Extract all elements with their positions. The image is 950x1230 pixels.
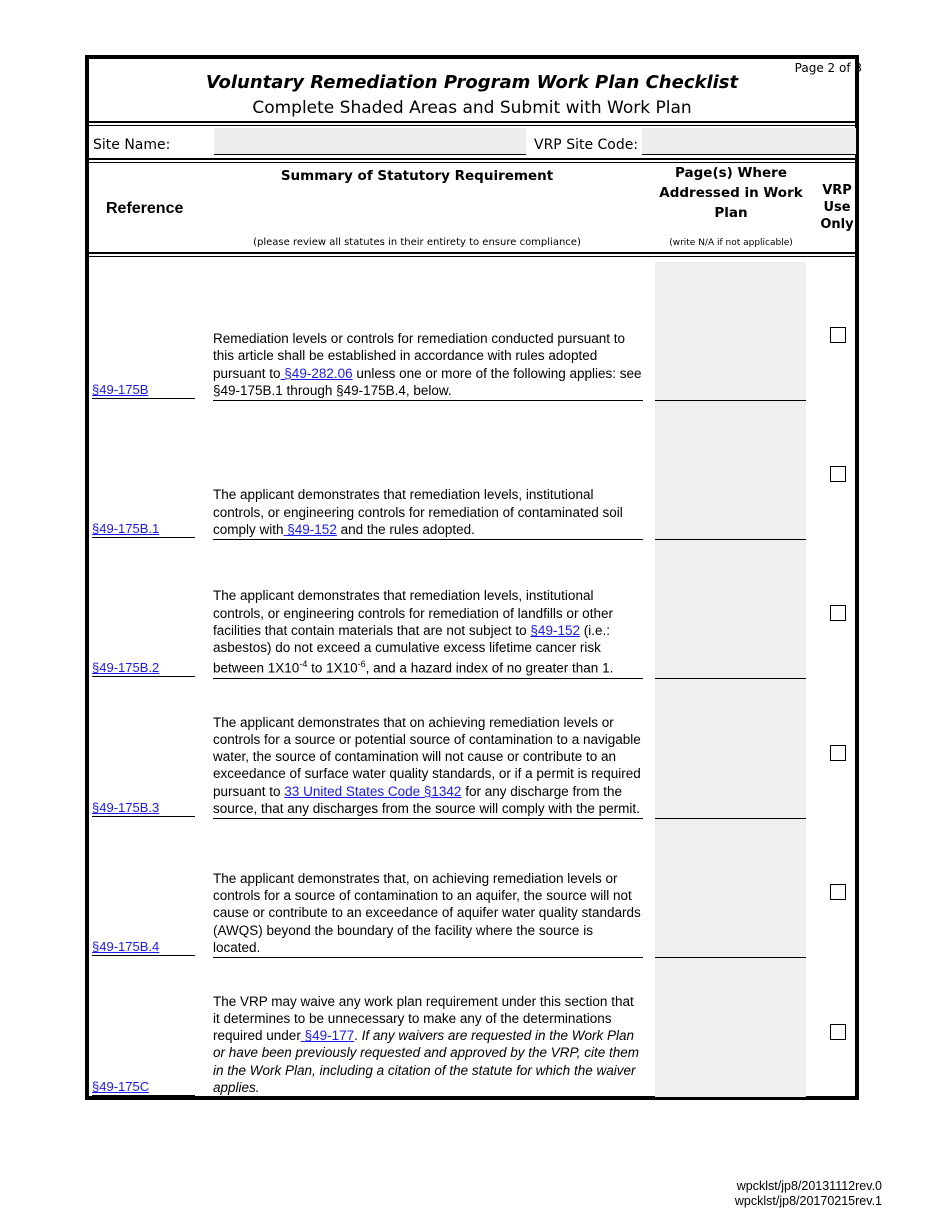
- divider: [89, 158, 859, 160]
- table-row: [89, 401, 859, 540]
- vrp-site-code-field[interactable]: [642, 128, 856, 155]
- pages-header: [657, 163, 805, 223]
- revision-line: wpcklst/jp8/20170215rev.1: [734, 1193, 882, 1208]
- vrp-header-line: Only: [820, 217, 854, 232]
- page-subtitle: Complete Shaded Areas and Submit with Work Plan: [252, 98, 692, 118]
- reference-header: Reference: [106, 200, 184, 217]
- revision-line: wpcklst/jp8/20131112rev.0: [736, 1179, 882, 1193]
- vrp-header-line: VRP: [822, 183, 852, 198]
- vrp-use-only-header: [812, 182, 862, 233]
- statute-link[interactable]: §49-177: [300, 1028, 355, 1044]
- requirement-text: The applicant demonstrates that remediation levels, institutional controls, or engineering controls for remediation of contaminated soil comply with §49-152 and the rules adopted.: [213, 486, 643, 540]
- requirement-text: The applicant demonstrates that, on achieving remediation levels or controls for a source of contamination to an aquifer, the source will not cause or contribute to an exceedance of aquifer water quality standards (AWQS) beyond the boundary of the facility where the source is located.: [213, 870, 643, 958]
- vrp-checkbox[interactable]: [830, 1024, 846, 1040]
- table-row: [89, 679, 859, 819]
- pages-header-line: Addressed in Work: [659, 185, 803, 201]
- site-name-field[interactable]: [214, 128, 526, 155]
- statute-link[interactable]: §49-152: [530, 622, 580, 638]
- vrp-site-code-label: VRP Site Code:: [534, 137, 639, 153]
- statute-link[interactable]: §49-175C: [92, 1079, 195, 1096]
- vrp-checkbox[interactable]: [830, 466, 846, 482]
- requirement-text: The applicant demonstrates that remediation levels, institutional controls, or engineering controls for remediation of landfills or other facilities that contain materials that are not subject to §49-152 (i.e.: asbestos) do not exceed a cumulative excess lifetime cancer risk between $1X10^{-4}$ to $1X10^{-6}$, and a hazard index of no greater than 1.: [213, 587, 643, 679]
- summary-note: (please review all statutes in their entirety to ensure compliance): [253, 237, 581, 248]
- statute-link[interactable]: §49-175B.3: [92, 800, 195, 817]
- statute-link[interactable]: §49-175B.4: [92, 939, 195, 956]
- table-row: [89, 262, 859, 401]
- page-number: Page 2 of 3: [794, 61, 862, 75]
- statute-link[interactable]: §49-152: [283, 521, 337, 537]
- summary-header: Summary of Statutory Requirement: [280, 168, 554, 184]
- divider: [89, 121, 859, 123]
- pages-header-line: Plan: [714, 205, 748, 221]
- statute-link[interactable]: §49-175B.1: [92, 521, 195, 538]
- table-row: [89, 958, 859, 1098]
- vrp-header-line: Use: [823, 200, 851, 215]
- statute-link[interactable]: §49-282.06: [280, 365, 353, 381]
- requirement-text: The VRP may waive any work plan requirement under this section that it determines to be unnecessary to make any of the determinations required under §49-177. If any waivers are requested in the Work Plan or have been previously requested and approved by the VRP, cite them in the Work Plan, including a citation of the statute for which the waiver applies.: [213, 993, 643, 1098]
- vrp-checkbox[interactable]: [830, 605, 846, 621]
- statute-link[interactable]: §49-175B: [92, 382, 195, 399]
- vrp-checkbox[interactable]: [830, 884, 846, 900]
- statute-link[interactable]: 33 United States Code §1342: [284, 783, 462, 799]
- divider: [89, 252, 859, 254]
- pages-input-line[interactable]: [655, 1097, 806, 1098]
- table-row: [89, 819, 859, 958]
- table-row: [89, 540, 859, 679]
- requirement-text: Remediation levels or controls for remediation conducted pursuant to this article shall be established in accordance with rules adopted pursuant to §49-282.06 unless one or more of the following applies: see §49-175B.1 through §49-175B.4, below.: [213, 330, 643, 401]
- vrp-checkbox[interactable]: [830, 327, 846, 343]
- revision-footer: [735, 1179, 882, 1208]
- pages-note: (write N/A if not applicable): [669, 238, 793, 248]
- requirement-text: The applicant demonstrates that on achieving remediation levels or controls for a source or potential source of contamination to a navigable water, the source of contamination will not cause or contribute to an exceedance of surface water quality standards, or if a permit is required pursuant to 33 United States Code §1342 for any discharge from the source, that any discharges from the source will comply with the permit.: [213, 714, 643, 819]
- statute-link[interactable]: §49-175B.2: [92, 660, 195, 677]
- vrp-checkbox[interactable]: [830, 745, 846, 761]
- pages-header-line: Page(s) Where: [674, 165, 787, 181]
- site-name-label: Site Name:: [93, 137, 171, 153]
- page-title: Voluntary Remediation Program Work Plan Checklist: [205, 72, 739, 93]
